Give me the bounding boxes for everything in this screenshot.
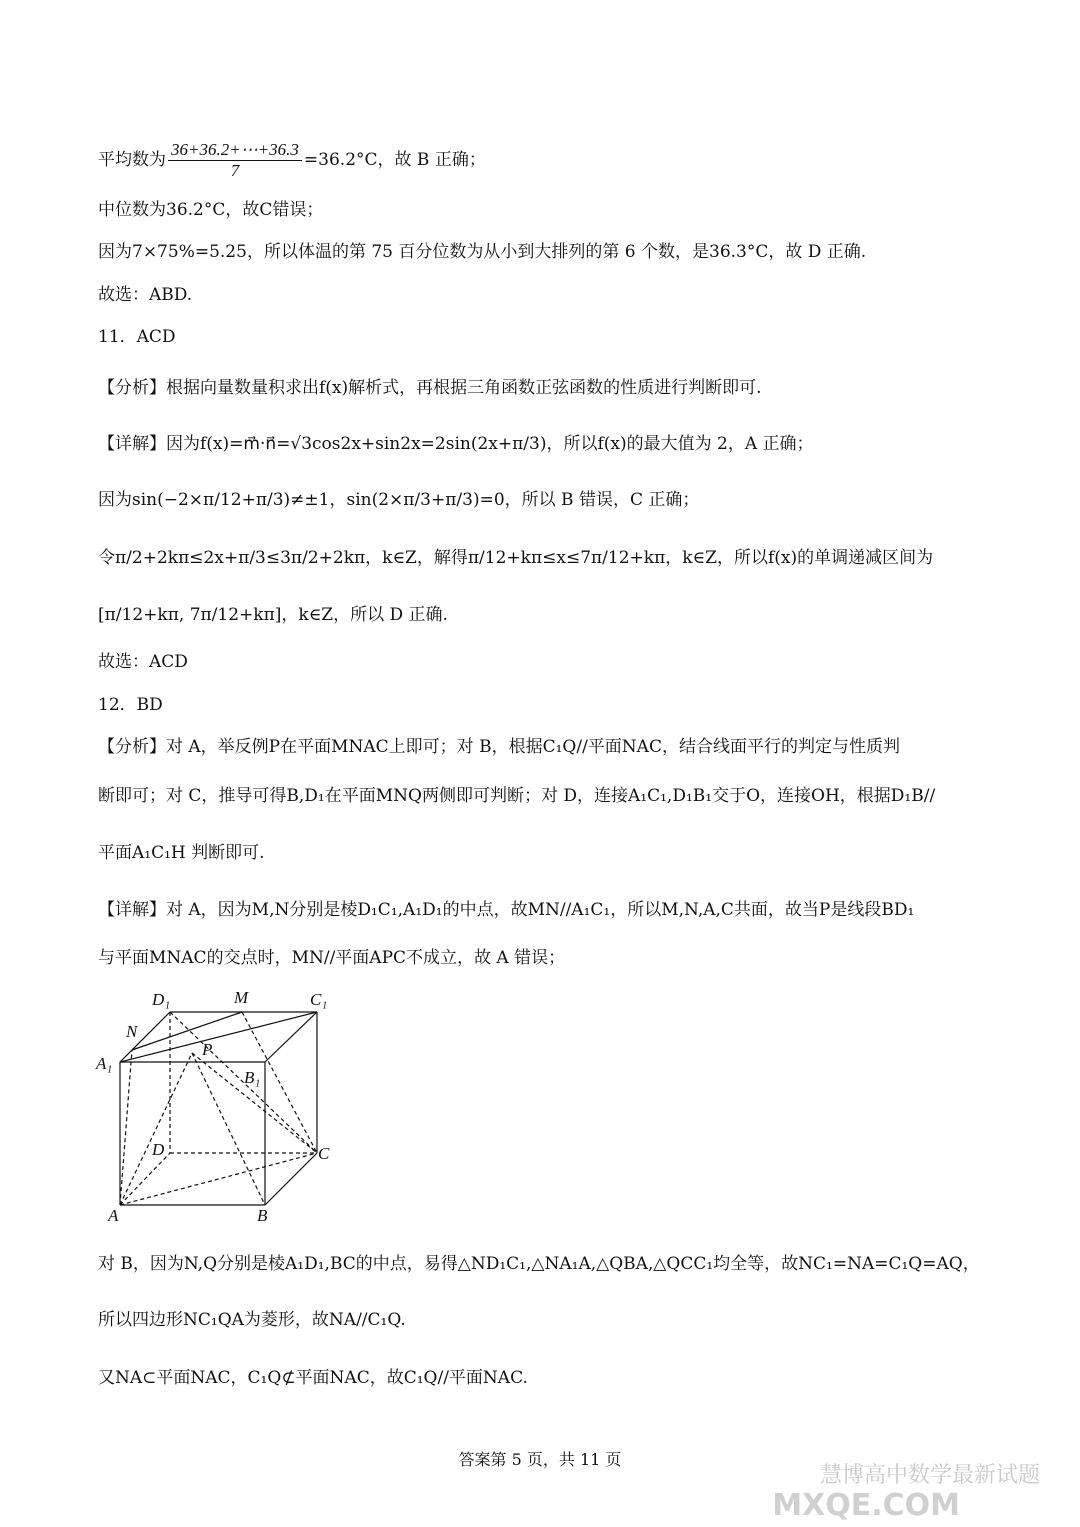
mean-numerator: 36+36.2+⋯+36.3	[168, 140, 302, 161]
q11-detail-1: 【详解】因为f(x)=m⃗·n⃗=√3cos2x+sin2x=2sin(2x+π/3)，所以f(x)的最大值为 2，A 正确；	[98, 434, 814, 454]
q12-detail-1: 【详解】对 A，因为M,N分别是棱D₁C₁,A₁D₁的中点，故MN//A₁C₁，所以M,N,A,C共面，故当P是线段BD₁	[98, 900, 915, 920]
label-p: P	[202, 1040, 213, 1059]
watermark-text: 慧博高中数学最新试题	[819, 1463, 1040, 1488]
label-n: N	[126, 1022, 138, 1041]
label-a1: A₁	[96, 1054, 113, 1073]
mean-prefix: 平均数为	[98, 150, 166, 170]
label-c: C	[318, 1144, 330, 1163]
q12-detail-2: 与平面MNAC的交点时，MN//平面APC不成立，故 A 错误；	[98, 948, 566, 968]
q11-answer: 故选：ACD	[98, 652, 188, 672]
line-percentile: 因为7×75%=5.25，所以体温的第 75 百分位数为从小到大排列的第 6 个数，是36.3°C，故 D 正确.	[98, 242, 867, 262]
question-12-heading: 12．BD	[98, 695, 163, 715]
mean-denominator: 7	[230, 161, 240, 180]
watermark-site: MXQE.COM	[772, 1488, 960, 1523]
q11-detail-4: [π/12+kπ, 7π/12+kπ]，k∈Z，所以 D 正确.	[98, 605, 448, 625]
cube-figure	[92, 985, 342, 1225]
label-a: A	[108, 1206, 119, 1225]
q11-detail-3: 令π/2+2kπ≤2x+π/3≤3π/2+2kπ，k∈Z，解得π/12+kπ≤x≤7π/12+kπ，k∈Z，所以f(x)的单调递减区间为	[98, 548, 934, 568]
q12-detail-3: 对 B，因为N,Q分别是棱A₁D₁,BC的中点，易得△ND₁C₁,△NA₁A,△QBA,△QCC₁均全等，故NC₁=NA=C₁Q=AQ，	[98, 1254, 980, 1274]
mean-fraction	[168, 140, 302, 181]
line-median: 中位数为36.2°C，故C错误；	[98, 200, 324, 220]
q12-detail-5: 又NA⊂平面NAC，C₁Q⊄平面NAC，故C₁Q//平面NAC.	[98, 1368, 528, 1388]
page-footer: 答案第 5 页，共 11 页	[458, 1450, 622, 1469]
label-b: B	[257, 1206, 268, 1225]
q11-detail-2: 因为sin(−2×π/12+π/3)≠±1，sin(2×π/3+π/3)=0，所以 B 错误，C 正确；	[98, 490, 700, 510]
q12-detail-4: 所以四边形NC₁QA为菱形，故NA//C₁Q.	[98, 1310, 406, 1330]
question-11-heading: 11．ACD	[98, 327, 176, 347]
label-d: D	[152, 1140, 165, 1159]
label-d1: D₁	[152, 990, 171, 1009]
label-c1: C₁	[310, 990, 328, 1009]
q11-analysis: 【分析】根据向量数量积求出f(x)解析式，再根据三角函数正弦函数的性质进行判断即可.	[98, 378, 762, 398]
line-mean	[98, 140, 486, 181]
q12-analysis-3: 平面A₁C₁H 判断即可.	[98, 843, 265, 863]
line-answer-10: 故选：ABD.	[98, 285, 193, 305]
label-m: M	[234, 988, 249, 1007]
q12-analysis-2: 断即可；对 C，推导可得B,D₁在平面MNQ两侧即可判断；对 D，连接A₁C₁,D₁B₁交于O，连接OH，根据D₁B//	[98, 786, 936, 806]
label-b1: B₁	[244, 1068, 261, 1087]
q12-analysis-1: 【分析】对 A，举反例P在平面MNAC上即可；对 B，根据C₁Q//平面NAC，结合线面平行的判定与性质判	[98, 737, 900, 757]
mean-suffix: =36.2°C，故 B 正确；	[303, 150, 486, 170]
